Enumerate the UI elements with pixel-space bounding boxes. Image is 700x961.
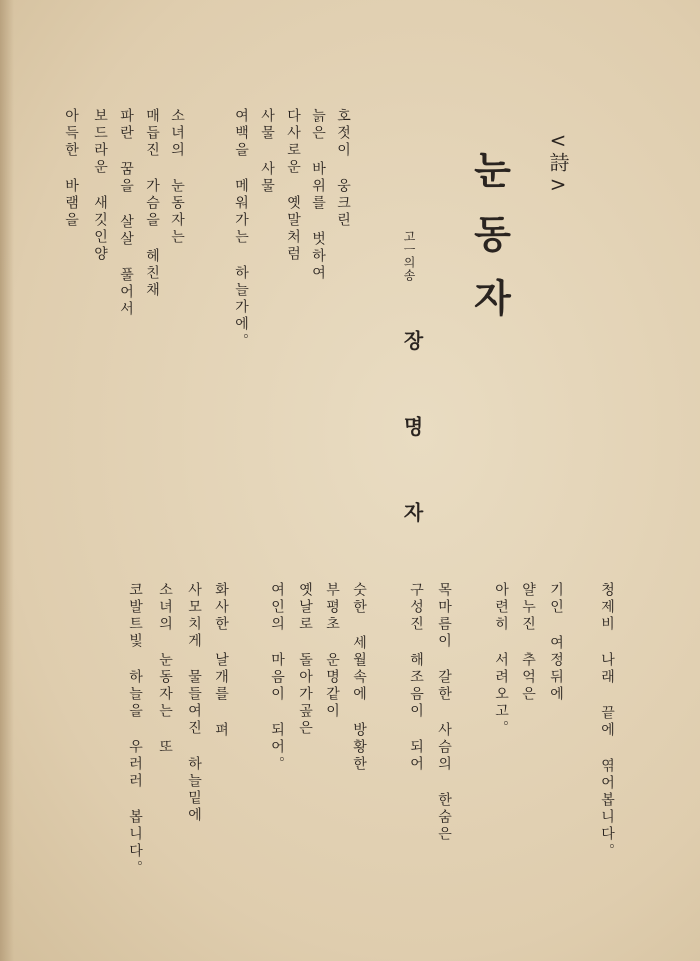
poem-line: 매듭진 가슴을 헤친채 (144, 108, 160, 299)
genre-label: <詩> (546, 128, 570, 196)
poem-line: 소녀의 눈동자는 또 (157, 582, 173, 756)
poem-line: 부평초 운명같이 (324, 582, 340, 720)
poem-title: 눈동자 (467, 150, 512, 342)
poem-line: 기인 여정뒤에 (548, 582, 564, 703)
poem-line: 옛날로 돌아가곺은 (297, 582, 313, 737)
poem-line: 여백을 메워가는 하늘가에。 (233, 108, 249, 350)
poem-line: 화사한 날개를 펴 (213, 582, 229, 739)
poem-line: 소녀의 눈동자는 (169, 108, 185, 246)
poem-line: 여인의 마음이 되어。 (269, 582, 285, 773)
poem-line: 얄누진 추억은 (520, 582, 536, 703)
poem-line: 아득한 바램을 (63, 108, 79, 229)
poem-line: 다사로운 옛말처럼 (285, 108, 301, 263)
poem-line: 목마름이 갈한 사슴의 한숨은 (436, 582, 452, 843)
poem-line: 청제비 나래 끝에 엮어봅니다。 (599, 582, 615, 860)
poem-line: 보드라운 새깃인양 (92, 108, 108, 263)
poem-line: 파란 꿈을 살살 풀어서 (118, 108, 134, 318)
poem-line: 늙은 바위를 벗하여 (310, 108, 326, 282)
page-binding-shadow (0, 0, 14, 961)
poem-line: 구성진 해조음이 되어 (408, 582, 424, 773)
poem-line: 사물 사물 (259, 108, 275, 195)
author-name: 장명자 (400, 330, 424, 588)
poem-line: 사모치게 물들여진 하늘밑에 (186, 582, 202, 824)
poem-line: 코발트빛 하늘을 우러러 봅니다。 (127, 582, 143, 877)
poem-line: 아련히 서려오고。 (493, 582, 509, 737)
author-affiliation: 고ㅡ의송 (402, 230, 416, 282)
poem-line: 호젓이 웅크린 (335, 108, 351, 229)
poem-line: 숫한 세월속에 방황한 (351, 582, 367, 773)
